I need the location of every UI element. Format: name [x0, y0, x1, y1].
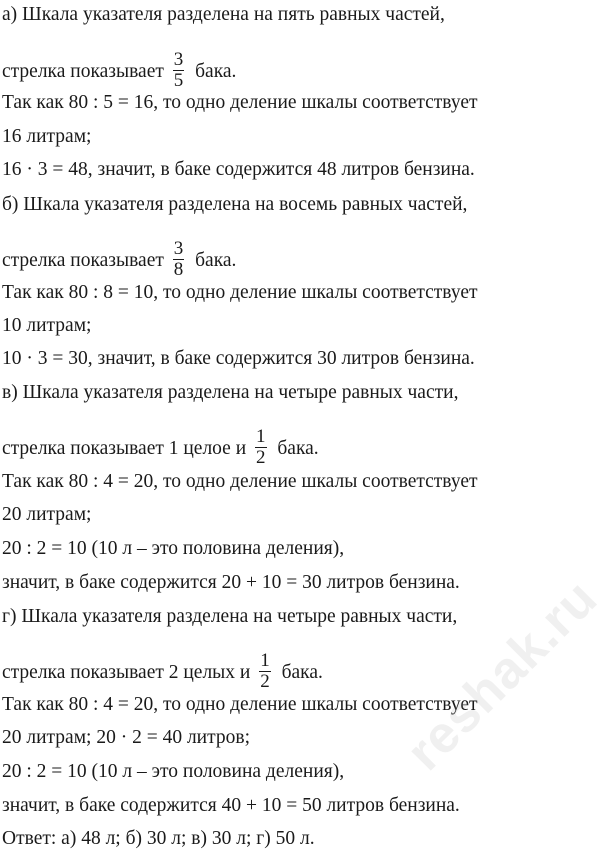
text-line: 20 литрам;	[2, 504, 92, 525]
text-line: Так как 80 : 8 = 10, то одно деление шкалы соответствует	[2, 282, 478, 303]
fraction	[255, 427, 267, 468]
text-line: 16 литрам;	[2, 126, 92, 147]
watermark: reshak.ru	[395, 568, 609, 782]
text-line: 10 литрам;	[2, 315, 92, 336]
text-line: 20 : 2 = 10 (10 л – это половина деления),	[2, 538, 345, 559]
fraction-denominator: 8	[173, 259, 184, 280]
text-fragment: бака.	[277, 437, 319, 459]
text-line: Так как 80 : 4 = 20, то одно деление шкалы соответствует	[2, 471, 478, 492]
fraction	[173, 50, 185, 91]
text-fragment: стрелка показывает 2 целых и	[2, 661, 251, 683]
text-line: а) Шкала указателя разделена на пять равных частей,	[2, 4, 445, 25]
text-fragment: стрелка показывает	[2, 60, 164, 82]
fraction-numerator: 3	[173, 238, 184, 259]
fraction-denominator: 2	[260, 671, 270, 692]
text-line: Так как 80 : 5 = 16, то одно деление шкалы соответствует	[2, 92, 478, 113]
text-line: Так как 80 : 4 = 20, то одно деление шкалы соответствует	[2, 694, 478, 715]
fraction-numerator: 1	[256, 426, 266, 447]
fraction-numerator: 1	[260, 650, 270, 671]
text-line: б) Шкала указателя разделена на восемь равных частей,	[2, 194, 468, 215]
fraction-denominator: 2	[256, 447, 266, 468]
text-line: 20 литрам; 20 · 2 = 40 литров;	[2, 727, 251, 748]
text-fragment: бака.	[281, 661, 323, 683]
text-line: значит, в баке содержится 40 + 10 = 50 литров бензина.	[2, 795, 460, 816]
text-line: 20 : 2 = 10 (10 л – это половина деления),	[2, 761, 345, 782]
fraction	[173, 239, 185, 280]
text-fragment: бака.	[195, 60, 237, 82]
fraction	[259, 651, 271, 692]
text-fragment: бака.	[195, 249, 237, 271]
text-line-with-fraction	[2, 426, 319, 470]
text-line: г) Шкала указателя разделена на четыре равных части,	[2, 606, 458, 627]
text-line: 10 · 3 = 30, значит, в баке содержится 30 литров бензина.	[2, 348, 475, 369]
text-line-with-fraction	[2, 49, 237, 93]
text-fragment: стрелка показывает 1 целое и	[2, 437, 247, 459]
text-line: в) Шкала указателя разделена на четыре равных части,	[2, 382, 459, 403]
text-line-with-fraction	[2, 238, 237, 282]
answer-line: Ответ: а) 48 л; б) 30 л; в) 30 л; г) 50 л.	[2, 828, 315, 849]
text-line: 16 · 3 = 48, значит, в баке содержится 48 литров бензина.	[2, 159, 475, 180]
fraction-numerator: 3	[173, 49, 184, 70]
text-line-with-fraction	[2, 650, 323, 694]
text-line: значит, в баке содержится 20 + 10 = 30 литров бензина.	[2, 572, 460, 593]
fraction-denominator: 5	[173, 70, 184, 91]
text-fragment: стрелка показывает	[2, 249, 164, 271]
